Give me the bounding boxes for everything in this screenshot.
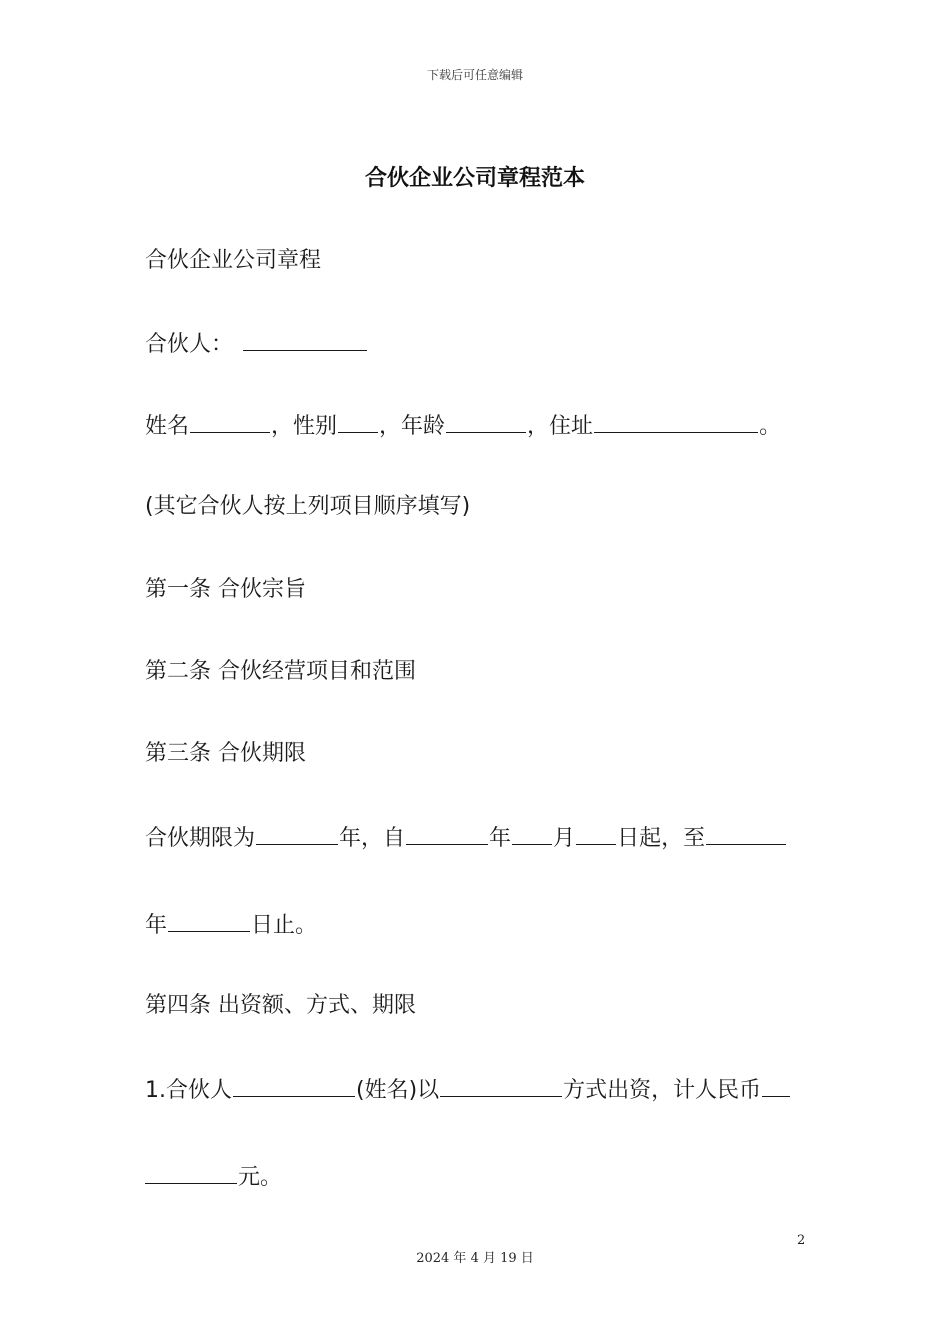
end-year-blank[interactable] (706, 822, 786, 845)
start-day-blank[interactable] (576, 822, 616, 845)
term-years-blank[interactable] (256, 822, 338, 845)
start-month-label: 月 (553, 826, 576, 851)
address-blank[interactable] (594, 410, 758, 433)
end-day-blank[interactable] (168, 909, 250, 932)
article-3-heading: 第三条 合伙期限 (145, 741, 306, 766)
article-2-heading: 第二条 合伙经营项目和范围 (145, 659, 416, 684)
capital-line-1 (145, 1074, 810, 1106)
capital-amount-blank-end[interactable] (145, 1161, 237, 1184)
capital-unit-label: 元。 (238, 1165, 283, 1190)
capital-line-2 (145, 1161, 810, 1193)
capital-amount-label: 方式出资，计人民币 (563, 1078, 762, 1103)
charter-heading: 合伙企业公司章程 (145, 248, 322, 273)
capital-partner-label: 1.合伙人 (145, 1078, 232, 1103)
start-year-blank[interactable] (406, 822, 488, 845)
gender-blank[interactable] (338, 410, 378, 433)
partner-line (145, 328, 810, 360)
partner-info-line (145, 410, 810, 442)
term-line-1 (145, 822, 810, 854)
name-label: 姓名 (145, 414, 190, 439)
document-title: 合伙企业公司章程范本 (364, 166, 585, 191)
term-label: 合伙期限为 (145, 826, 256, 851)
capital-method-label: (姓名)以 (356, 1078, 440, 1103)
partner-info-end: 。 (759, 414, 782, 439)
partner-blank[interactable] (243, 328, 367, 351)
other-partners-note: (其它合伙人按上列项目顺序填写) (145, 494, 471, 519)
page-number: 2 (797, 1233, 806, 1248)
term-line-2 (145, 909, 810, 941)
start-day-label: 日起，至 (617, 826, 706, 851)
footer-date: 2024 年 4 月 19 日 (416, 1251, 534, 1266)
name-blank[interactable] (190, 410, 270, 433)
age-blank[interactable] (446, 410, 526, 433)
start-year-label: 年 (489, 826, 512, 851)
start-month-blank[interactable] (512, 822, 552, 845)
capital-amount-blank-start[interactable] (762, 1074, 790, 1097)
article-1-heading: 第一条 合伙宗旨 (145, 577, 306, 602)
term-from-label: 年，自 (339, 826, 406, 851)
article-4-heading: 第四条 出资额、方式、期限 (145, 993, 416, 1018)
end-year-label: 年 (145, 913, 168, 938)
address-label: ，住址 (527, 414, 594, 439)
gender-label: ，性别 (271, 414, 338, 439)
age-label: ，年龄 (379, 414, 446, 439)
capital-partner-name-blank[interactable] (233, 1074, 355, 1097)
end-day-label: 日止。 (251, 913, 318, 938)
header-note: 下载后可任意编辑 (426, 68, 523, 82)
capital-method-blank[interactable] (440, 1074, 562, 1097)
partner-label: 合伙人： (145, 332, 234, 357)
